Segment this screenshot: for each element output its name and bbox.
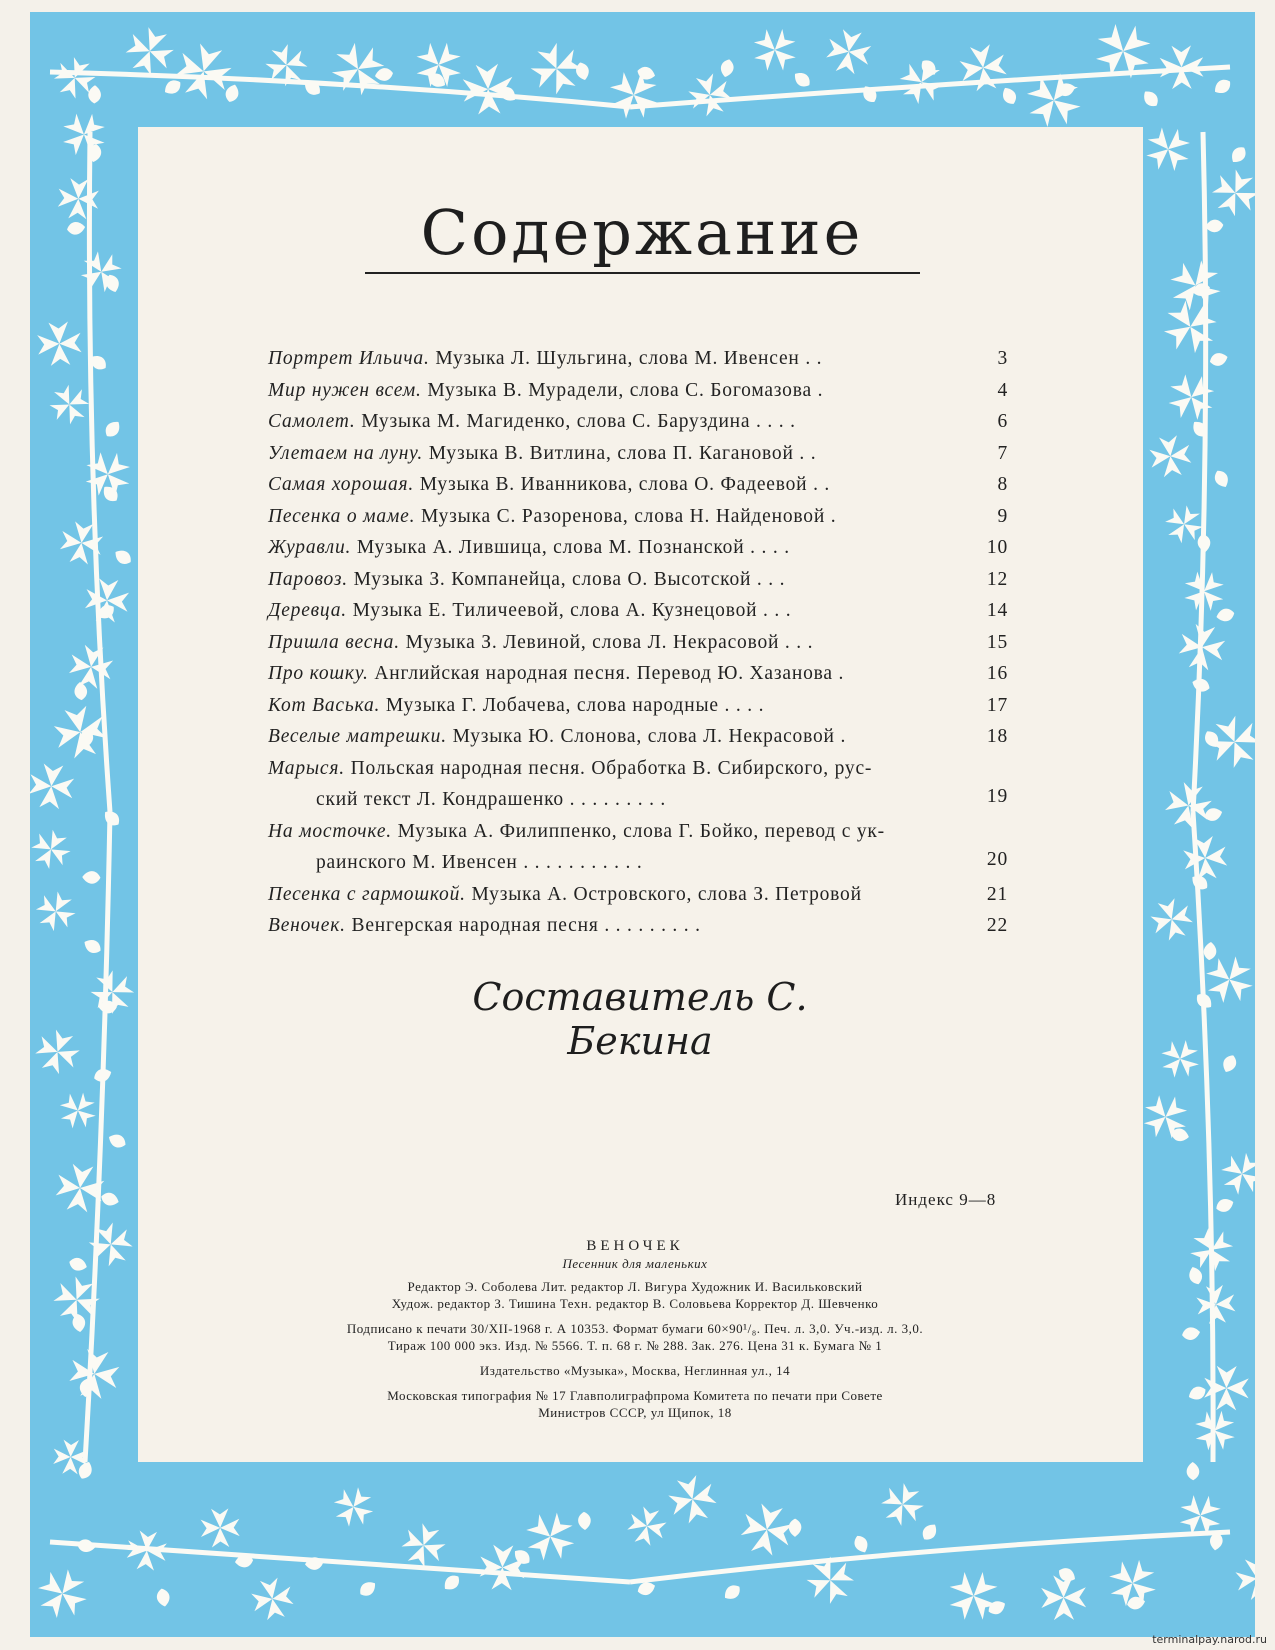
leaf-ornament <box>1186 1384 1208 1403</box>
song-title: Песенка о маме. <box>268 505 416 527</box>
blossom-ornament <box>121 23 178 80</box>
page-title: Содержание <box>420 196 864 269</box>
blossom-ornament <box>1161 367 1221 427</box>
leaf-ornament <box>357 1578 379 1599</box>
printer: Министров СССР, ул Щипок, 18 <box>538 1405 732 1420</box>
blossom-ornament <box>1041 1575 1086 1620</box>
leaf-ornament <box>1211 76 1233 97</box>
page-number: 10 <box>986 537 1008 558</box>
leaf-ornament <box>986 1598 1008 1617</box>
toc-entry <box>268 600 1008 632</box>
blossom-ornament <box>1155 1034 1205 1084</box>
song-title: Мир нужен всем. <box>268 379 422 401</box>
leaf-ornament <box>112 547 134 568</box>
leaf-ornament <box>578 1512 592 1531</box>
blossom-ornament <box>397 1519 449 1571</box>
compiler-signature: Составитель С. Бекина <box>472 975 808 1063</box>
index-code: Индекс 9—8 <box>895 1190 997 1209</box>
blossom-ornament <box>54 1087 102 1135</box>
leaf-ornament <box>721 1582 743 1603</box>
leaf-ornament <box>999 85 1019 107</box>
blossom-ornament <box>31 1562 95 1626</box>
song-credits: Музыка А. Лившица, слова М. Познанской <box>356 537 745 558</box>
song-title: Кот Васька. <box>268 694 381 716</box>
page-number: 18 <box>986 726 1008 747</box>
leaf-ornament <box>574 61 591 82</box>
leaf-ornament <box>223 83 241 104</box>
toc-entry <box>268 569 1008 601</box>
blossom-ornament <box>1253 50 1255 101</box>
leaf-ornament <box>919 1521 940 1543</box>
toc-entry <box>268 663 1008 695</box>
leaf-ornament <box>82 871 101 884</box>
leaf-ornament <box>374 67 394 82</box>
leaf-ornament <box>852 1533 871 1555</box>
blossom-ornament <box>1163 253 1229 319</box>
leaf-ornament <box>66 221 86 236</box>
song-title: Самолет. <box>268 411 356 432</box>
leader-dots: . <box>811 379 824 401</box>
leader-dots: . . <box>793 442 817 464</box>
blossom-ornament <box>1162 779 1214 831</box>
page-number: 14 <box>986 600 1008 621</box>
leaf-ornament <box>719 58 735 79</box>
leaf-ornament <box>1140 88 1161 110</box>
title-underline <box>365 272 920 274</box>
toc-entry <box>268 380 1008 412</box>
toc-entry <box>268 726 1008 758</box>
page-number: 9 <box>997 505 1008 527</box>
publisher: Издательство «Музыка», Москва, Неглинная ул., 14 <box>479 1363 791 1378</box>
song-title: Паровоз. <box>268 568 348 590</box>
blossom-ornament <box>37 321 83 367</box>
blossom-ornament <box>625 1504 669 1548</box>
song-credits: Венгерская народная песня <box>351 915 599 936</box>
leaf-ornament <box>1205 219 1225 234</box>
blossom-ornament <box>200 1508 240 1548</box>
leaf-ornament <box>791 69 813 90</box>
toc-entry <box>268 474 1008 506</box>
song-title: Веселые матрешки. <box>268 726 447 747</box>
blossom-ornament <box>30 762 75 810</box>
song-credits: Музыка А. Островского, слова З. Петровой <box>471 883 862 905</box>
toc-entry <box>268 348 1008 380</box>
leaf-ornament <box>155 1587 171 1607</box>
song-title: Пришла весна. <box>268 631 400 653</box>
blossom-ornament <box>894 54 950 110</box>
blossom-ornament <box>85 1219 136 1270</box>
page-number: 6 <box>997 411 1008 432</box>
toc-entry <box>268 506 1008 538</box>
leaf-ornament <box>860 83 880 105</box>
page-number: 3 <box>997 348 1008 369</box>
song-credits: Музыка В. Витлина, слова П. Кагановой <box>428 442 794 464</box>
blossom-ornament <box>1234 1555 1255 1601</box>
page-number: 21 <box>986 883 1008 905</box>
song-credits: Музыка С. Разоренова, слова Н. Найденовой <box>420 505 826 527</box>
leaf-ornament <box>88 85 101 104</box>
staff-line: Худож. редактор З. Тишина Техн. редактор В. Соловьева Корректор Д. Шевченко <box>391 1296 879 1311</box>
table-of-contents <box>268 348 1008 947</box>
toc-entry <box>268 884 1008 916</box>
blossom-ornament <box>1207 165 1255 222</box>
leaf-ornament <box>1208 351 1229 368</box>
blossom-ornament <box>1182 835 1228 881</box>
song-title: Про кошку. <box>268 663 369 684</box>
vine-ornament <box>1193 132 1206 812</box>
song-credits: Музыка М. Магиденко, слова С. Баруздина <box>361 411 751 432</box>
toc-entry <box>268 537 1008 569</box>
song-title: Веночек. <box>268 915 346 936</box>
book-subtitle: Песенник для маленьких <box>562 1256 708 1271</box>
blossom-ornament <box>685 70 734 119</box>
leaf-ornament <box>1181 1326 1201 1342</box>
song-credits: Английская народная песня. Перевод Ю. Хазанова <box>374 663 833 684</box>
song-credits: Музыка Г. Лобачева, слова народные <box>385 694 719 716</box>
leaf-ornament <box>1212 468 1232 490</box>
toc-entry <box>268 695 1008 727</box>
book-title: ВЕНОЧЕК <box>586 1238 684 1254</box>
blossom-ornament <box>30 825 75 874</box>
song-credits: Музыка З. Компанейца, слова О. Высотской <box>353 568 752 590</box>
print-details: Тираж 100 000 экз. Изд. № 5566. Т. п. 68 г. № 288. Зак. 276. Цена 31 к. Бумага № 1 <box>387 1338 883 1353</box>
blossom-ornament <box>75 246 127 298</box>
song-title: Улетаем на луну. <box>268 442 424 464</box>
blossom-ornament <box>1196 1284 1237 1325</box>
page-number: 17 <box>986 694 1008 716</box>
leaf-ornament <box>68 1256 89 1273</box>
leader-dots: . . . . <box>750 411 796 432</box>
blossom-ornament <box>31 887 81 937</box>
page-number: 19 <box>986 785 1008 807</box>
leaf-ornament <box>106 1131 128 1150</box>
leaf-ornament <box>1215 607 1235 623</box>
toc-entry <box>268 411 1008 443</box>
page-number: 8 <box>997 474 1008 495</box>
leaf-ornament <box>441 1572 463 1594</box>
page-number: 4 <box>997 379 1008 401</box>
song-credits: Музыка З. Левиной, слова Л. Некрасовой <box>405 631 780 653</box>
leaf-ornament <box>1228 144 1249 166</box>
leaf-ornament <box>1186 1462 1199 1481</box>
leader-dots: . <box>832 663 845 684</box>
toc-entry <box>268 758 1008 821</box>
blossom-ornament <box>1139 120 1197 178</box>
vine-ornament <box>1193 812 1213 1462</box>
blossom-ornament <box>824 27 873 76</box>
blossom-ornament <box>602 63 666 127</box>
print-details: Подписано к печати 30/XII-1968 г. А 10353. Формат бумаги 60×90¹/₈. Печ. л. 3,0. Уч.-изд. л. 3,0. <box>346 1321 924 1336</box>
printer: Московская типография № 17 Главполиграфпрома Комитета по печати при Совете <box>387 1388 883 1403</box>
blossom-ornament <box>57 178 99 220</box>
blossom-ornament <box>45 380 93 428</box>
page-number: 12 <box>986 568 1008 590</box>
leaf-ornament <box>102 418 123 440</box>
leaf-ornament <box>100 483 122 505</box>
leaf-ornament <box>1187 1265 1205 1286</box>
song-credits-continued: раинского М. Ивенсен . . . . . . . . . . . <box>316 851 643 873</box>
leader-dots: . . <box>799 348 823 369</box>
blossom-ornament <box>941 1563 1007 1629</box>
song-title: Песенка с гармошкой. <box>268 883 466 905</box>
leaf-ornament <box>1214 1196 1236 1214</box>
toc-entry <box>268 915 1008 947</box>
page-number: 20 <box>986 848 1008 870</box>
blossom-ornament <box>1147 895 1195 943</box>
blossom-ornament <box>876 1478 929 1531</box>
blossom-ornament <box>51 703 109 761</box>
blossom-ornament <box>746 21 803 78</box>
leader-dots: . . . . . . . . . <box>598 915 701 936</box>
song-title: Марыся. <box>268 757 345 779</box>
leaf-ornament <box>1220 1053 1239 1075</box>
blossom-ornament <box>55 106 112 163</box>
leaf-ornament <box>1203 941 1217 960</box>
song-title: Самая хорошая. <box>268 474 415 495</box>
leader-dots: . . . <box>751 568 786 590</box>
toc-entry <box>268 632 1008 664</box>
page-number: 15 <box>986 631 1008 653</box>
song-title: Портрет Ильича. <box>268 348 430 369</box>
blossom-ornament <box>328 1481 379 1532</box>
leader-dots: . <box>825 505 837 527</box>
song-credits: Музыка Ю. Слонова, слова Л. Некрасовой <box>452 726 835 747</box>
song-credits: Музыка В. Иванникова, слова О. Фадеевой <box>419 474 808 495</box>
leaf-ornament <box>74 681 88 700</box>
leaf-ornament <box>162 77 184 97</box>
blossom-ornament <box>31 1026 83 1078</box>
blossom-ornament <box>738 1501 796 1559</box>
leader-dots: . . . <box>779 631 814 653</box>
page-number: 22 <box>986 915 1008 936</box>
blossom-ornament <box>249 1576 295 1622</box>
leaf-ornament <box>789 1519 802 1537</box>
page-number: 16 <box>986 663 1008 684</box>
leader-dots: . . . . <box>718 694 765 716</box>
song-credits: Польская народная песня. Обработка В. Сибирского, рус- <box>350 757 873 779</box>
leader-dots: . . . . <box>744 537 790 558</box>
toc-entry <box>268 821 1008 884</box>
blossom-ornament <box>67 643 115 691</box>
leaf-ornament <box>82 936 104 956</box>
leaf-ornament <box>1203 806 1224 823</box>
song-credits: Музыка А. Филиппенко, слова Г. Бойко, перевод с ук- <box>397 820 885 842</box>
blossom-ornament <box>1148 434 1193 479</box>
toc-entry <box>268 443 1008 475</box>
colophon <box>265 1238 1005 1421</box>
leader-dots: . . . <box>757 600 792 621</box>
song-title: Деревца. <box>268 600 347 621</box>
song-credits: Музыка Л. Шульгина, слова М. Ивенсен <box>435 348 800 369</box>
site-watermark: terminalpay.narod.ru <box>1152 1633 1267 1646</box>
page-number: 7 <box>997 442 1008 464</box>
blossom-ornament <box>1215 1147 1255 1201</box>
song-credits-continued: ский текст Л. Кондрашенко . . . . . . . . . <box>316 788 667 810</box>
staff-line: Редактор Э. Соболева Лит. редактор Л. Вигура Художник И. Васильковский <box>407 1279 863 1294</box>
leader-dots: . <box>834 726 847 747</box>
song-credits: Музыка Е. Тиличеевой, слова А. Кузнецовой <box>352 600 758 621</box>
song-title: На мосточке. <box>268 820 392 842</box>
leader-dots: . . <box>807 474 831 495</box>
blossom-ornament <box>665 1472 720 1527</box>
song-title: Журавли. <box>268 537 352 558</box>
song-credits: Музыка В. Мурадели, слова С. Богомазова <box>427 379 812 401</box>
leaf-ornament <box>99 1191 120 1208</box>
blossom-ornament <box>67 1347 121 1401</box>
